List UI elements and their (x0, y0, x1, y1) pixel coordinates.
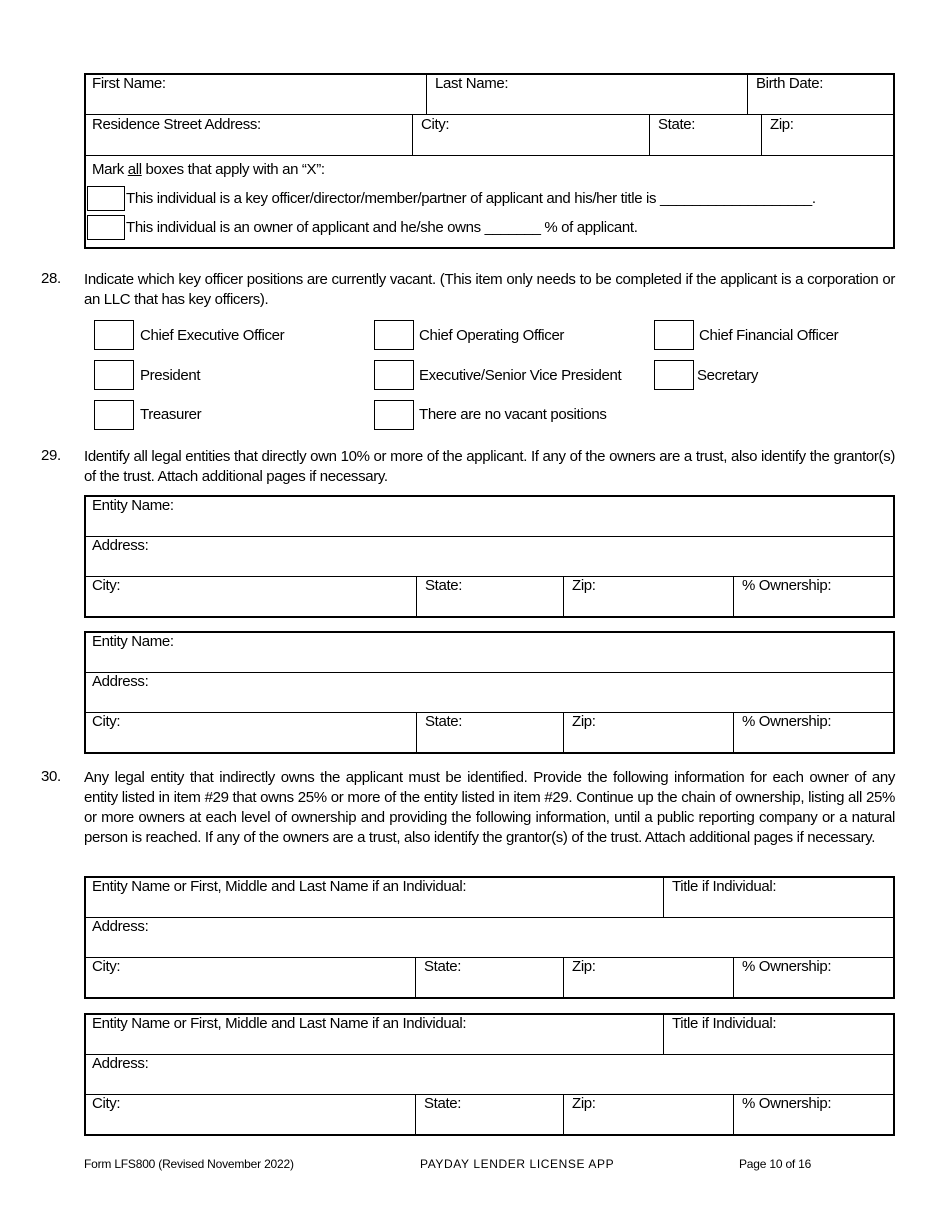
item-30-text: Any legal entity that indirectly owns the applicant must be identified. Provide the following information for each owner of any entity listed in item #29 that owns 25% or more of the entity listed in item #29. Continue up the chain of ownership, listing all 25% or more owners at each level of ownership and providing the following information, until a public reporting company or a natural person is reached. If any of the owners are a trust, also identify the grantor(s) of the trust. Attach additional pages if necessary. (84, 769, 895, 846)
divider (761, 115, 762, 155)
president-checkbox[interactable] (94, 360, 134, 390)
divider (85, 114, 894, 115)
owner-zip-field[interactable]: Zip: (572, 958, 596, 975)
divider (85, 536, 894, 537)
entity-ownership-field[interactable]: % Ownership: (742, 713, 832, 730)
divider (663, 877, 664, 917)
divider (85, 1054, 894, 1055)
owner-address-field[interactable]: Address: (92, 918, 149, 935)
divider (415, 958, 416, 998)
divider (733, 1095, 734, 1135)
owner-ownership-field[interactable]: % Ownership: (742, 1095, 832, 1112)
owner-title-field[interactable]: Title if Individual: (672, 878, 777, 895)
divider (733, 713, 734, 753)
first-name-field[interactable]: First Name: (92, 75, 166, 92)
evp-label: Executive/Senior Vice President (419, 367, 622, 384)
cfo-label: Chief Financial Officer (699, 327, 839, 344)
no-vacancy-checkbox[interactable] (374, 400, 414, 430)
mark-instructions: Mark all boxes that apply with an “X”: (92, 161, 325, 178)
divider (85, 155, 894, 156)
divider (85, 917, 894, 918)
owner-ownership-field[interactable]: % Ownership: (742, 958, 832, 975)
divider (563, 958, 564, 998)
footer-title: PAYDAY LENDER LICENSE APP (420, 1157, 615, 1171)
entity-state-field[interactable]: State: (425, 577, 463, 594)
owner-state-field[interactable]: State: (424, 958, 462, 975)
owner-name-field[interactable]: Entity Name or First, Middle and Last Name if an Individual: (92, 878, 467, 895)
city-field[interactable]: City: (421, 116, 450, 133)
key-officer-label: This individual is a key officer/director/member/partner of applicant and his/her title is ___________________. (126, 190, 816, 207)
entity-ownership-field[interactable]: % Ownership: (742, 577, 832, 594)
entity-address-field[interactable]: Address: (92, 537, 149, 554)
divider (663, 1014, 664, 1054)
cfo-checkbox[interactable] (654, 320, 694, 350)
owner-title-field[interactable]: Title if Individual: (672, 1015, 777, 1032)
treasurer-label: Treasurer (140, 406, 202, 423)
owner-city-field[interactable]: City: (92, 1095, 121, 1112)
footer-form-id: Form LFS800 (Revised November 2022) (84, 1157, 294, 1171)
item-30-number: 30. (41, 768, 61, 785)
owner-name-field[interactable]: Entity Name or First, Middle and Last Name if an Individual: (92, 1015, 467, 1032)
owner-zip-field[interactable]: Zip: (572, 1095, 596, 1112)
entity-state-field[interactable]: State: (425, 713, 463, 730)
owner-address-field[interactable]: Address: (92, 1055, 149, 1072)
last-name-field[interactable]: Last Name: (435, 75, 509, 92)
divider (416, 577, 417, 617)
divider (412, 115, 413, 155)
item-29-number: 29. (41, 447, 61, 464)
item-28-number: 28. (41, 270, 61, 287)
treasurer-checkbox[interactable] (94, 400, 134, 430)
owner-checkbox[interactable] (87, 215, 125, 240)
evp-checkbox[interactable] (374, 360, 414, 390)
entity-name-field[interactable]: Entity Name: (92, 633, 174, 650)
divider (563, 713, 564, 753)
divider (649, 115, 650, 155)
divider (563, 1095, 564, 1135)
coo-label: Chief Operating Officer (419, 327, 565, 344)
divider (563, 577, 564, 617)
state-field[interactable]: State: (658, 116, 696, 133)
divider (416, 713, 417, 753)
no-vacancy-label: There are no vacant positions (419, 406, 607, 423)
residence-address-field[interactable]: Residence Street Address: (92, 116, 261, 133)
divider (747, 74, 748, 114)
entity-address-field[interactable]: Address: (92, 673, 149, 690)
divider (85, 672, 894, 673)
birth-date-field[interactable]: Birth Date: (756, 75, 824, 92)
entity-name-field[interactable]: Entity Name: (92, 497, 174, 514)
item-29-text: Identify all legal entities that directly own 10% or more of the applicant. If any of the owners are a trust, also identify the grantor(s) of the trust. Attach additional pages if necessary. (84, 448, 895, 485)
owner-label: This individual is an owner of applicant and he/she owns _______ % of applicant. (126, 219, 638, 236)
divider (415, 1095, 416, 1135)
entity-city-field[interactable]: City: (92, 713, 121, 730)
secretary-checkbox[interactable] (654, 360, 694, 390)
entity-box-1 (84, 495, 895, 618)
divider (733, 577, 734, 617)
item-28-text: Indicate which key officer positions are currently vacant. (This item only needs to be completed if the applicant is a corporation or an LLC that has key officers). (84, 271, 895, 308)
coo-checkbox[interactable] (374, 320, 414, 350)
entity-city-field[interactable]: City: (92, 577, 121, 594)
owner-city-field[interactable]: City: (92, 958, 121, 975)
entity-zip-field[interactable]: Zip: (572, 713, 596, 730)
owner-state-field[interactable]: State: (424, 1095, 462, 1112)
key-officer-checkbox[interactable] (87, 186, 125, 211)
divider (426, 74, 427, 114)
divider (733, 958, 734, 998)
secretary-label: Secretary (697, 367, 759, 384)
ceo-label: Chief Executive Officer (140, 327, 285, 344)
footer-page-number: Page 10 of 16 (739, 1157, 812, 1171)
entity-box-2 (84, 631, 895, 754)
president-label: President (140, 367, 201, 384)
entity-zip-field[interactable]: Zip: (572, 577, 596, 594)
ceo-checkbox[interactable] (94, 320, 134, 350)
zip-field[interactable]: Zip: (770, 116, 794, 133)
